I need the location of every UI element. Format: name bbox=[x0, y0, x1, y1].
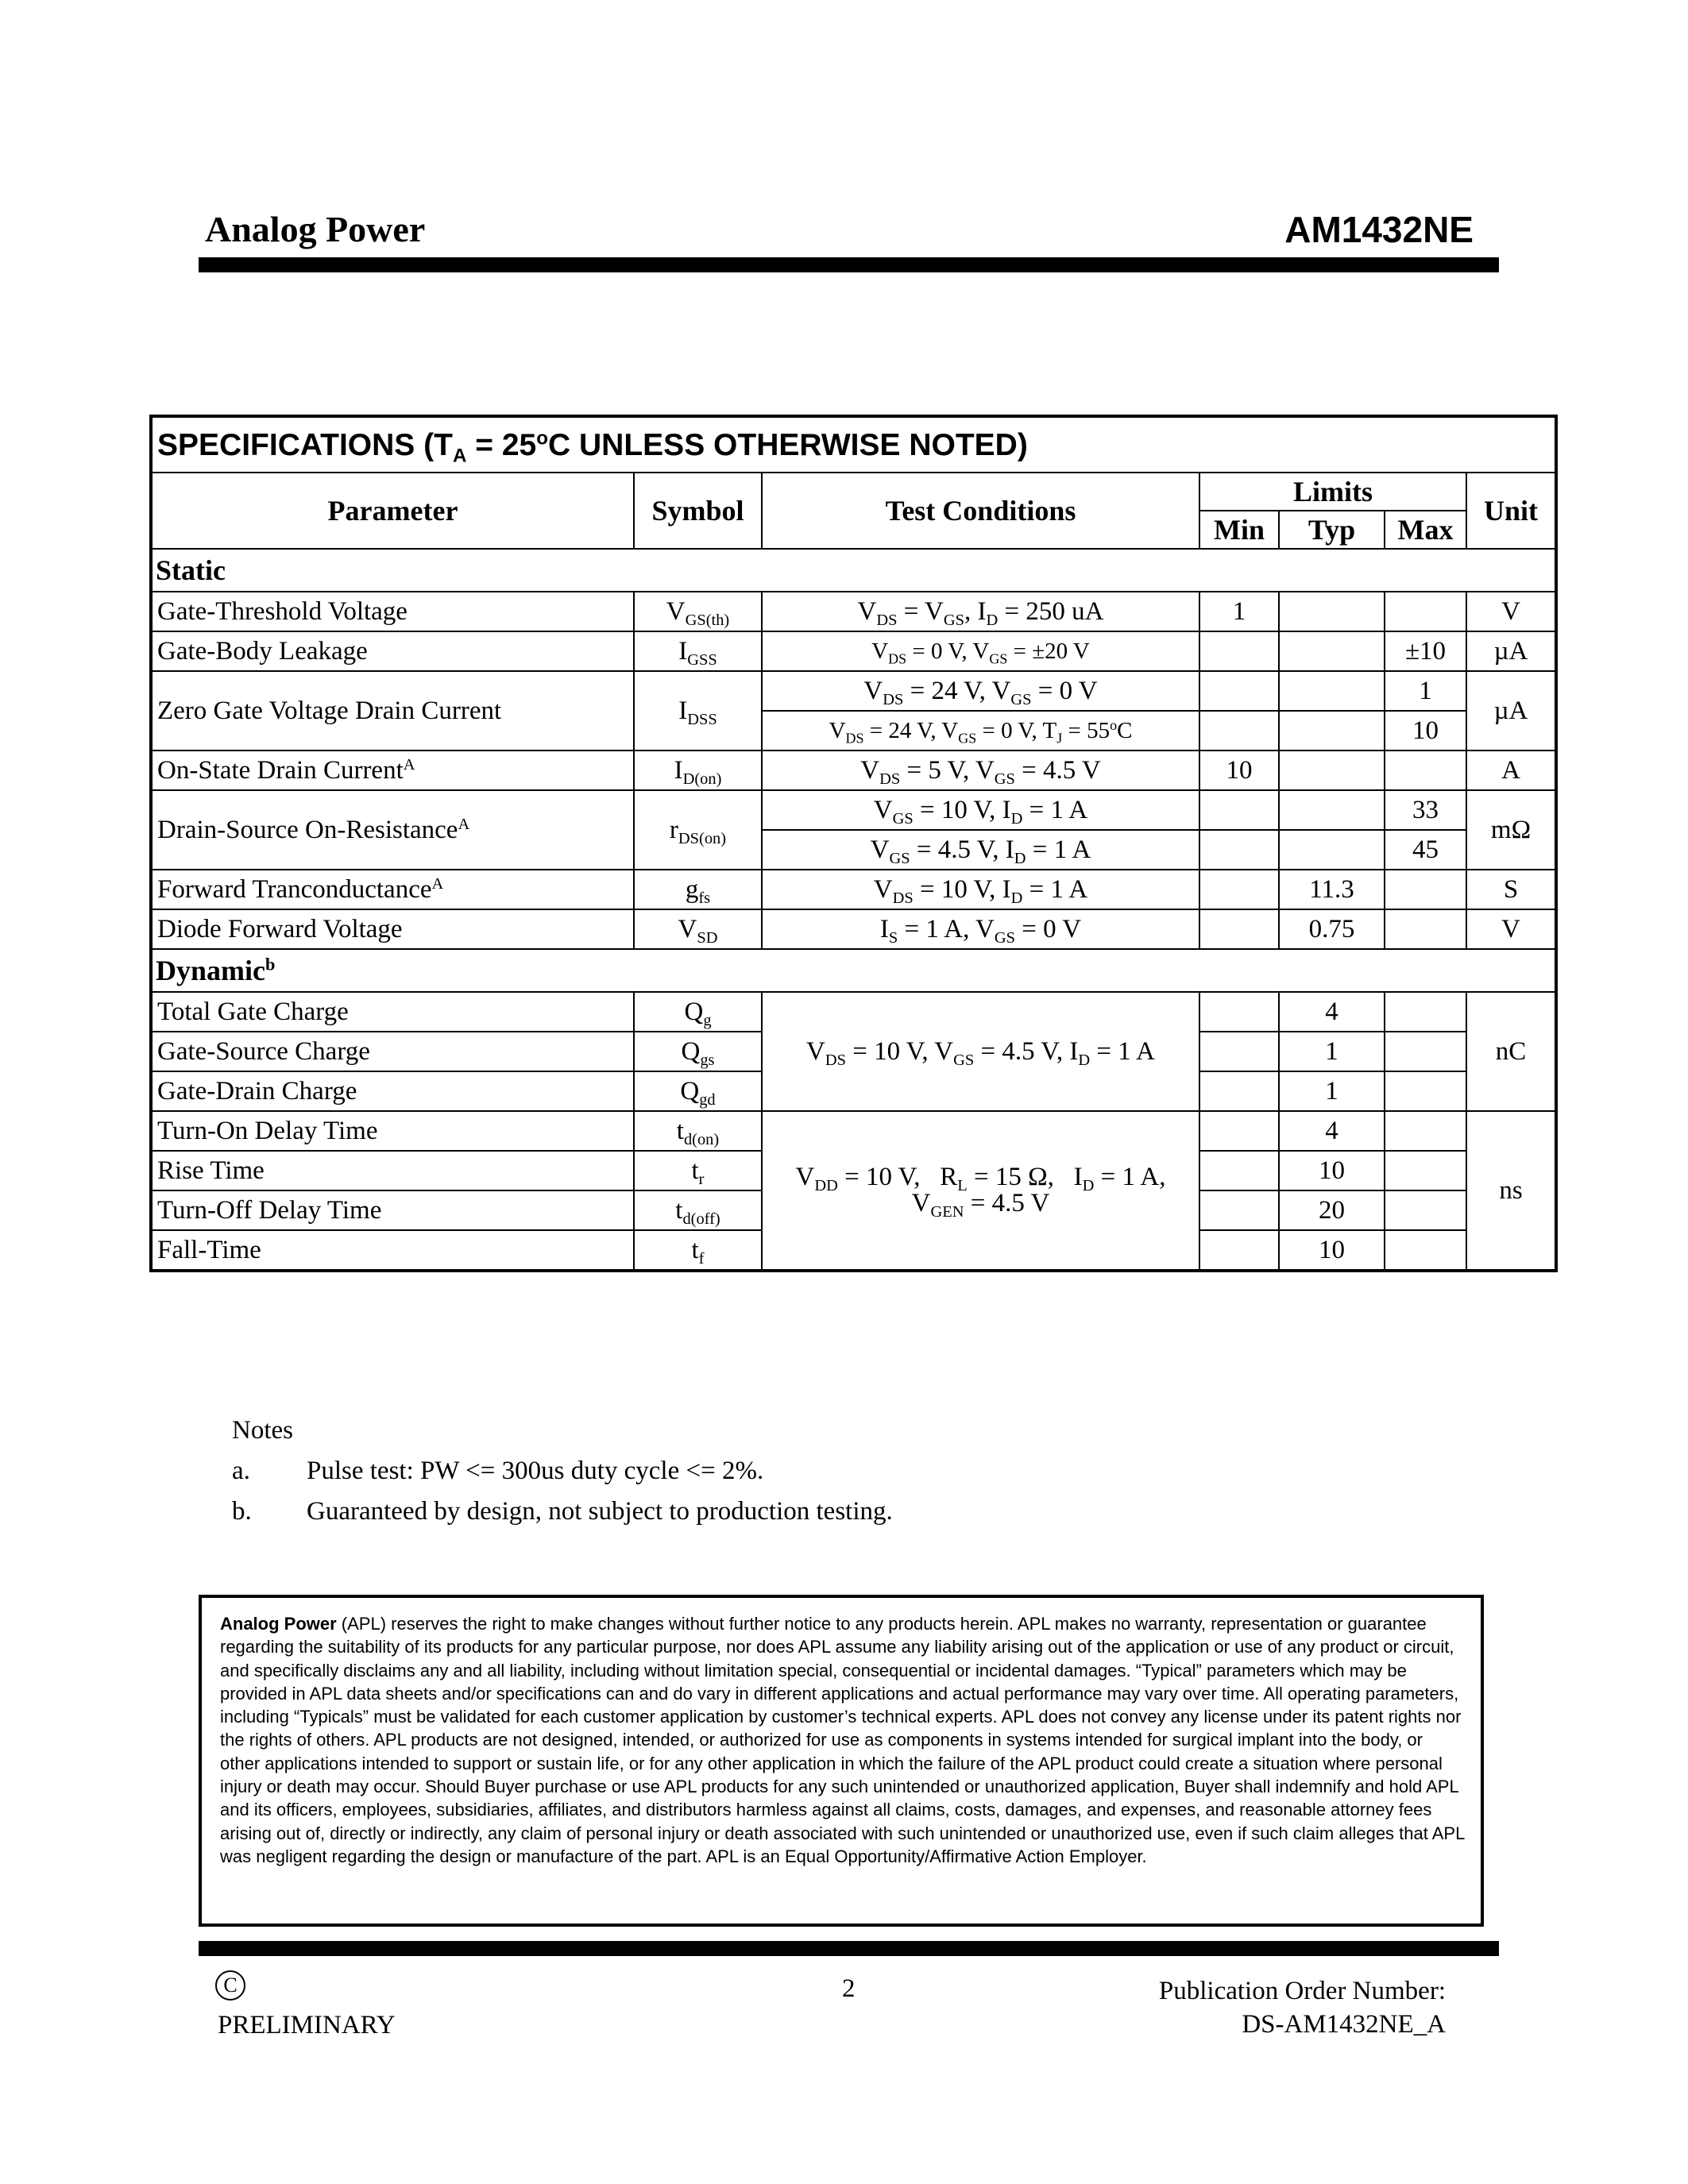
col-header-limits: Limits bbox=[1199, 473, 1466, 511]
symbol-tr: $t_r$ bbox=[634, 1151, 762, 1190]
note-letter: a. bbox=[232, 1457, 250, 1485]
typ-rdson-1 bbox=[1279, 790, 1385, 830]
symbol-igss: $I_{GSS}$ bbox=[634, 631, 762, 671]
min-gfs bbox=[1199, 870, 1279, 909]
cond-igss: $V_{DS} = 0$ V, $V_{GS} = \pm 20$ V bbox=[762, 631, 1199, 671]
unit-vsd: V bbox=[1466, 909, 1556, 949]
max-igss: ±10 bbox=[1385, 631, 1466, 671]
note-item bbox=[232, 1451, 893, 1491]
symbol-tdoff: $t_{d(off)}$ bbox=[634, 1190, 762, 1230]
table-row bbox=[151, 909, 1556, 949]
param-idon: On-State Drain Current$^A$ bbox=[151, 751, 634, 790]
cond-idon: $V_{DS} = 5$ V, $V_{GS} = 4.5$ V bbox=[762, 751, 1199, 790]
table-row bbox=[151, 631, 1556, 671]
param-igss: Gate-Body Leakage bbox=[151, 631, 634, 671]
param-qgs: Gate-Source Charge bbox=[151, 1032, 634, 1071]
table-row bbox=[151, 992, 1556, 1032]
table-row bbox=[151, 790, 1556, 830]
max-tr bbox=[1385, 1151, 1466, 1190]
typ-tr: 10 bbox=[1279, 1151, 1385, 1190]
max-idss-1: 1 bbox=[1385, 671, 1466, 711]
symbol-qgs: $Q_{gs}$ bbox=[634, 1032, 762, 1071]
symbol-qgd: $Q_{gd}$ bbox=[634, 1071, 762, 1111]
typ-rdson-2 bbox=[1279, 830, 1385, 870]
copyright-icon: C bbox=[215, 1970, 245, 2001]
symbol-vsd: $V_{SD}$ bbox=[634, 909, 762, 949]
disclaimer-company: Analog Power bbox=[220, 1614, 337, 1634]
col-header-parameter: Parameter bbox=[151, 473, 634, 549]
note-text: Guaranteed by design, not subject to production testing. bbox=[307, 1497, 893, 1526]
table-row bbox=[151, 751, 1556, 790]
min-tdon bbox=[1199, 1111, 1279, 1151]
max-qg bbox=[1385, 992, 1466, 1032]
max-rdson-2: 45 bbox=[1385, 830, 1466, 870]
min-rdson-2 bbox=[1199, 830, 1279, 870]
min-idss-2 bbox=[1199, 711, 1279, 751]
typ-gfs: 11.3 bbox=[1279, 870, 1385, 909]
col-header-unit: Unit bbox=[1466, 473, 1556, 549]
unit-idss: µA bbox=[1466, 671, 1556, 751]
publication-order bbox=[1159, 1974, 1446, 2041]
param-qgd: Gate-Drain Charge bbox=[151, 1071, 634, 1111]
min-tdoff bbox=[1199, 1190, 1279, 1230]
note-text: Pulse test: PW <= 300us duty cycle <= 2%. bbox=[307, 1457, 764, 1485]
symbol-tdon: $t_{d(on)}$ bbox=[634, 1111, 762, 1151]
col-header-typ: Typ bbox=[1279, 511, 1385, 549]
table-row bbox=[151, 1111, 1556, 1151]
note-letter: b. bbox=[232, 1497, 252, 1526]
table-row bbox=[151, 671, 1556, 711]
publication-label: Publication Order Number: bbox=[1158, 1977, 1446, 2005]
col-header-conditions: Test Conditions bbox=[762, 473, 1199, 549]
typ-vgsth bbox=[1279, 592, 1385, 631]
min-rdson-1 bbox=[1199, 790, 1279, 830]
table-row bbox=[151, 870, 1556, 909]
param-tdon: Turn-On Delay Time bbox=[151, 1111, 634, 1151]
unit-idon: A bbox=[1466, 751, 1556, 790]
section-static: Static bbox=[151, 549, 1556, 592]
param-tr: Rise Time bbox=[151, 1151, 634, 1190]
symbol-gfs: $g_{fs}$ bbox=[634, 870, 762, 909]
unit-gfs: S bbox=[1466, 870, 1556, 909]
cond-gfs: $V_{DS} = 10$ V, $I_D = 1$ A bbox=[762, 870, 1199, 909]
disclaimer-box bbox=[199, 1595, 1484, 1927]
note-item bbox=[232, 1491, 893, 1532]
symbol-vgsth: $V_{GS(th)}$ bbox=[634, 592, 762, 631]
min-idss-1 bbox=[1199, 671, 1279, 711]
typ-tdon: 4 bbox=[1279, 1111, 1385, 1151]
unit-rdson: mΩ bbox=[1466, 790, 1556, 870]
typ-idss-2 bbox=[1279, 711, 1385, 751]
header-rule bbox=[199, 257, 1499, 272]
col-header-symbol: Symbol bbox=[634, 473, 762, 549]
min-tr bbox=[1199, 1151, 1279, 1190]
section-dynamic: Dynamic$^b$ bbox=[151, 949, 1556, 992]
cond-idss-1: $V_{DS} = 24$ V, $V_{GS} = 0$ V bbox=[762, 671, 1199, 711]
typ-qgs: 1 bbox=[1279, 1032, 1385, 1071]
max-tdoff bbox=[1385, 1190, 1466, 1230]
typ-qg: 4 bbox=[1279, 992, 1385, 1032]
param-vsd: Diode Forward Voltage bbox=[151, 909, 634, 949]
table-row bbox=[151, 592, 1556, 631]
param-qg: Total Gate Charge bbox=[151, 992, 634, 1032]
max-rdson-1: 33 bbox=[1385, 790, 1466, 830]
cond-switching: $V_{DD} = 10$ V, $R_L = 15$ Ω, $I_D = 1$ A, $V_{GEN} = 4.5$ V bbox=[762, 1111, 1199, 1271]
specifications-table bbox=[149, 415, 1558, 1272]
cond-charge: $V_{DS} = 10$ V, $V_{GS} = 4.5$ V, $I_D = 1$ A bbox=[762, 992, 1199, 1111]
max-tf bbox=[1385, 1230, 1466, 1271]
typ-igss bbox=[1279, 631, 1385, 671]
notes bbox=[232, 1410, 893, 1532]
cond-vgsth: $V_{DS} = V_{GS}$, $I_D = 250$ uA bbox=[762, 592, 1199, 631]
cond-rdson-1: $V_{GS} = 10$ V, $I_D = 1$ A bbox=[762, 790, 1199, 830]
symbol-idss: $I_{DSS}$ bbox=[634, 671, 762, 751]
company-name: Analog Power bbox=[205, 209, 426, 249]
param-gfs: Forward Tranconductance$^A$ bbox=[151, 870, 634, 909]
symbol-rdson: $r_{DS(on)}$ bbox=[634, 790, 762, 870]
min-qg bbox=[1199, 992, 1279, 1032]
max-idss-2: 10 bbox=[1385, 711, 1466, 751]
min-vgsth: 1 bbox=[1199, 592, 1279, 631]
publication-number: DS-AM1432NE_A bbox=[1242, 2010, 1446, 2039]
min-vsd bbox=[1199, 909, 1279, 949]
disclaimer-text: (APL) reserves the right to make changes without further notice to any products herein. APL makes no warranty, representation or guarantee regarding the suitability of its products for any particular purpose, nor does APL assume any liability arising out of the application or use of any product or circuit, and specifically disclaims any and all liability, including without limitation special, consequential or incidental damages. “Typical” parameters which may be provided in APL data sheets and/or specifications can and do vary in different applications and actual performance may vary over time. All operating parameters, including “Typicals” must be validated for each customer application by customer’s technical experts. APL does not convey any license under its patent rights nor the rights of others. APL products are not designed, intended, or authorized for use as components in systems intended for surgical implant into the body, or other applications intended to support or sustain life, or for any other application in which the failure of the APL product could create a situation where personal injury or death may occur. Should Buyer purchase or use APL products for any such unintended or unauthorized application, Buyer shall indemnify and hold APL and its officers, employees, subsidiaries, affiliates, and distributors harmless against all claims, costs, damages, and expenses, and reasonable attorney fees arising out of, directly or indirectly, any claim of personal injury or death associated with such unintended or unauthorized use, even if such claim alleges that APL was negligent regarding the design or manufacture of the part. APL is an Equal Opportunity/Affirmative Action Employer. bbox=[220, 1614, 1465, 1866]
cond-rdson-2: $V_{GS} = 4.5$ V, $I_D = 1$ A bbox=[762, 830, 1199, 870]
unit-charge: nC bbox=[1466, 992, 1556, 1111]
max-vsd bbox=[1385, 909, 1466, 949]
table-title: SPECIFICATIONS ($T_A = 25^oC$ UNLESS OTHERWISE NOTED) bbox=[151, 416, 1556, 473]
unit-time: ns bbox=[1466, 1111, 1556, 1271]
param-rdson: Drain-Source On-Resistance$^A$ bbox=[151, 790, 634, 870]
typ-idss-1 bbox=[1279, 671, 1385, 711]
footer-rule bbox=[199, 1941, 1499, 1956]
min-tf bbox=[1199, 1230, 1279, 1271]
max-vgsth bbox=[1385, 592, 1466, 631]
unit-vgsth: V bbox=[1466, 592, 1556, 631]
max-qgd bbox=[1385, 1071, 1466, 1111]
param-idss: Zero Gate Voltage Drain Current bbox=[151, 671, 634, 751]
param-tf: Fall-Time bbox=[151, 1230, 634, 1271]
min-qgs bbox=[1199, 1032, 1279, 1071]
unit-igss: µA bbox=[1466, 631, 1556, 671]
max-idon bbox=[1385, 751, 1466, 790]
col-header-max: Max bbox=[1385, 511, 1466, 549]
cond-vsd: $I_S = 1$ A, $V_{GS} = 0$ V bbox=[762, 909, 1199, 949]
param-tdoff: Turn-Off Delay Time bbox=[151, 1190, 634, 1230]
symbol-idon: $I_{D(on)}$ bbox=[634, 751, 762, 790]
cond-idss-2: $V_{DS} = 24$ V, $V_{GS} = 0$ V, $T_J = 55^oC$ bbox=[762, 711, 1199, 751]
min-qgd bbox=[1199, 1071, 1279, 1111]
typ-tdoff: 20 bbox=[1279, 1190, 1385, 1230]
typ-vsd: 0.75 bbox=[1279, 909, 1385, 949]
symbol-tf: $t_f$ bbox=[634, 1230, 762, 1271]
max-gfs bbox=[1385, 870, 1466, 909]
col-header-min: Min bbox=[1199, 511, 1279, 549]
typ-idon bbox=[1279, 751, 1385, 790]
max-qgs bbox=[1385, 1032, 1466, 1071]
typ-tf: 10 bbox=[1279, 1230, 1385, 1271]
min-igss bbox=[1199, 631, 1279, 671]
notes-heading: Notes bbox=[232, 1416, 293, 1445]
page-number: 2 bbox=[842, 1974, 856, 2003]
typ-qgd: 1 bbox=[1279, 1071, 1385, 1111]
param-vgsth: Gate-Threshold Voltage bbox=[151, 592, 634, 631]
max-tdon bbox=[1385, 1111, 1466, 1151]
min-idon: 10 bbox=[1199, 751, 1279, 790]
part-number: AM1432NE bbox=[1284, 209, 1474, 250]
preliminary-label: PRELIMINARY bbox=[218, 2011, 396, 2039]
symbol-qg: $Q_g$ bbox=[634, 992, 762, 1032]
